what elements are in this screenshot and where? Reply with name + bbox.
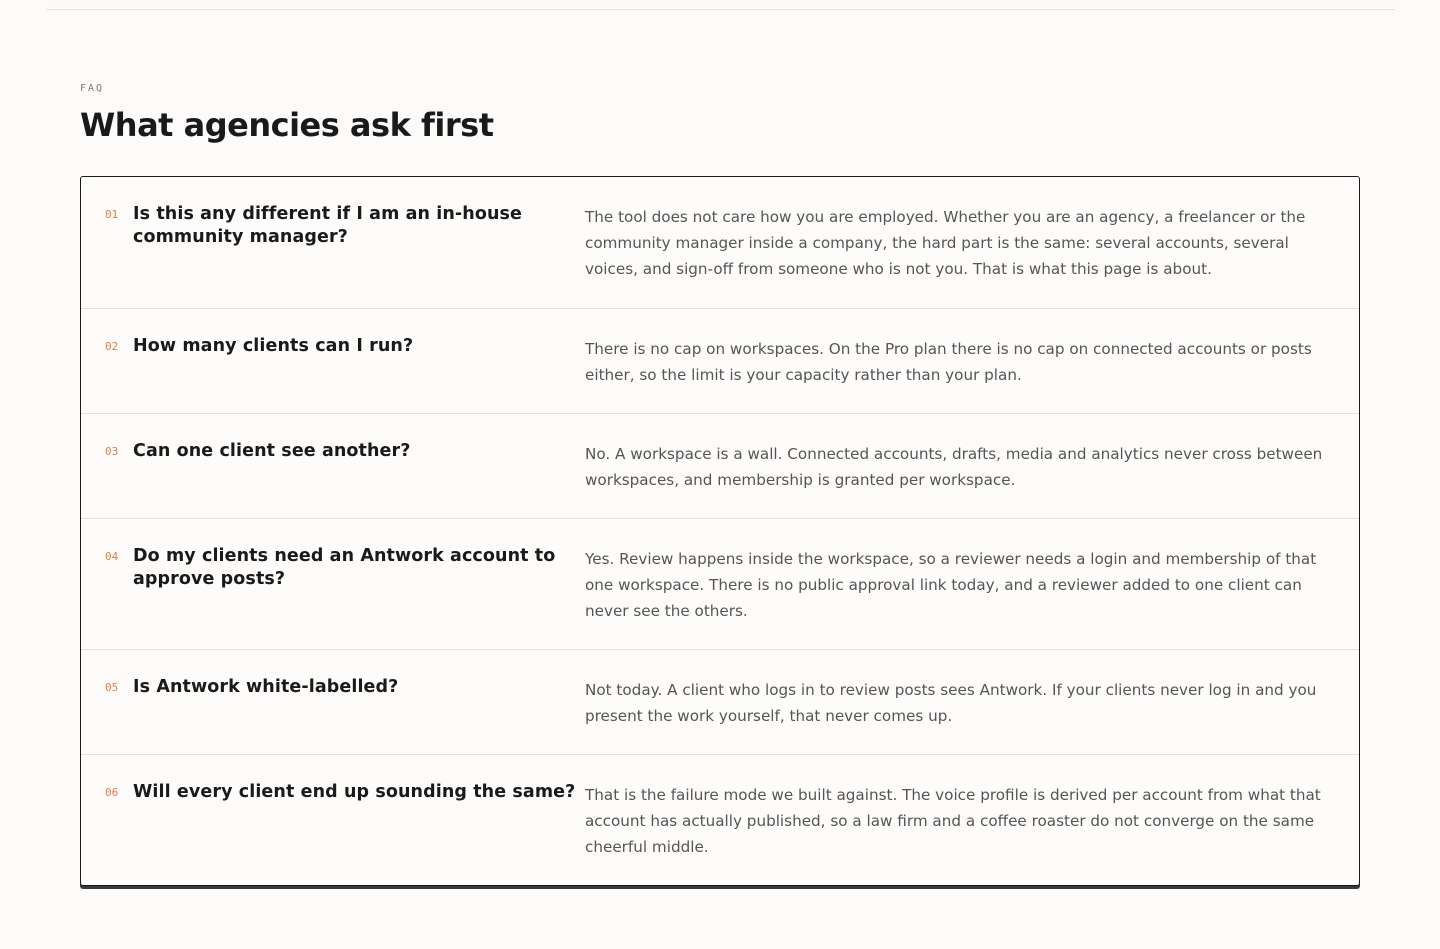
faq-question-text: Can one client see another? bbox=[133, 441, 411, 461]
faq-number: 02 bbox=[105, 340, 119, 353]
faq-question-text: How many clients can I run? bbox=[133, 336, 414, 356]
faq-item bbox=[81, 308, 1359, 413]
faq-answer-text: Yes. Review happens inside the workspace, so a reviewer needs a login and membership of that one workspace. There is no public approval link today, and a reviewer added to one client can never see the others. bbox=[585, 550, 1317, 620]
section-eyebrow: FAQ bbox=[80, 83, 105, 94]
faq-answer-text: No. A workspace is a wall. Connected accounts, drafts, media and analytics never cross between workspaces, and membership is granted per workspace. bbox=[585, 445, 1323, 489]
faq-question bbox=[105, 781, 585, 885]
top-divider bbox=[46, 0, 1395, 10]
faq-answer-text: That is the failure mode we built against. The voice profile is derived per account from what that account has actually published, so a law firm and a coffee roaster do not converge on the same cheerful middle. bbox=[585, 786, 1321, 856]
faq-item bbox=[81, 413, 1359, 518]
faq-answer-text: The tool does not care how you are employed. Whether you are an agency, a freelancer or the community manager inside a company, the hard part is the same: several accounts, several voices, and sign-off from someone who is not you. That is what this page is about. bbox=[585, 208, 1306, 278]
faq-item bbox=[81, 518, 1359, 649]
faq-answer bbox=[585, 203, 1335, 308]
faq-answer bbox=[585, 545, 1335, 649]
faq-number: 04 bbox=[105, 550, 119, 563]
faq-question bbox=[105, 335, 585, 413]
faq-question bbox=[105, 676, 585, 754]
faq-item bbox=[81, 649, 1359, 754]
faq-item bbox=[81, 177, 1359, 308]
faq-list bbox=[80, 176, 1360, 886]
section-heading: What agencies ask first bbox=[80, 106, 494, 144]
faq-answer bbox=[585, 335, 1335, 413]
faq-question-text: Is Antwork white-labelled? bbox=[133, 677, 399, 697]
faq-answer bbox=[585, 676, 1335, 754]
faq-question-text: Is this any different if I am an in-house community manager? bbox=[133, 204, 523, 247]
faq-number: 05 bbox=[105, 681, 119, 694]
faq-question bbox=[105, 440, 585, 518]
faq-answer bbox=[585, 440, 1335, 518]
faq-answer-text: There is no cap on workspaces. On the Pro plan there is no cap on connected accounts or posts either, so the limit is your capacity rather than your plan. bbox=[585, 340, 1312, 384]
faq-question bbox=[105, 545, 585, 649]
faq-question-text: Will every client end up sounding the same? bbox=[133, 782, 576, 802]
faq-number: 01 bbox=[105, 208, 119, 221]
faq-number: 03 bbox=[105, 445, 119, 458]
faq-item bbox=[81, 754, 1359, 885]
faq-question-text: Do my clients need an Antwork account to approve posts? bbox=[133, 546, 556, 589]
faq-question bbox=[105, 203, 585, 308]
faq-answer-text: Not today. A client who logs in to review posts sees Antwork. If your clients never log in and you present the work yourself, that never comes up. bbox=[585, 681, 1317, 725]
faq-number: 06 bbox=[105, 786, 119, 799]
faq-answer bbox=[585, 781, 1335, 885]
